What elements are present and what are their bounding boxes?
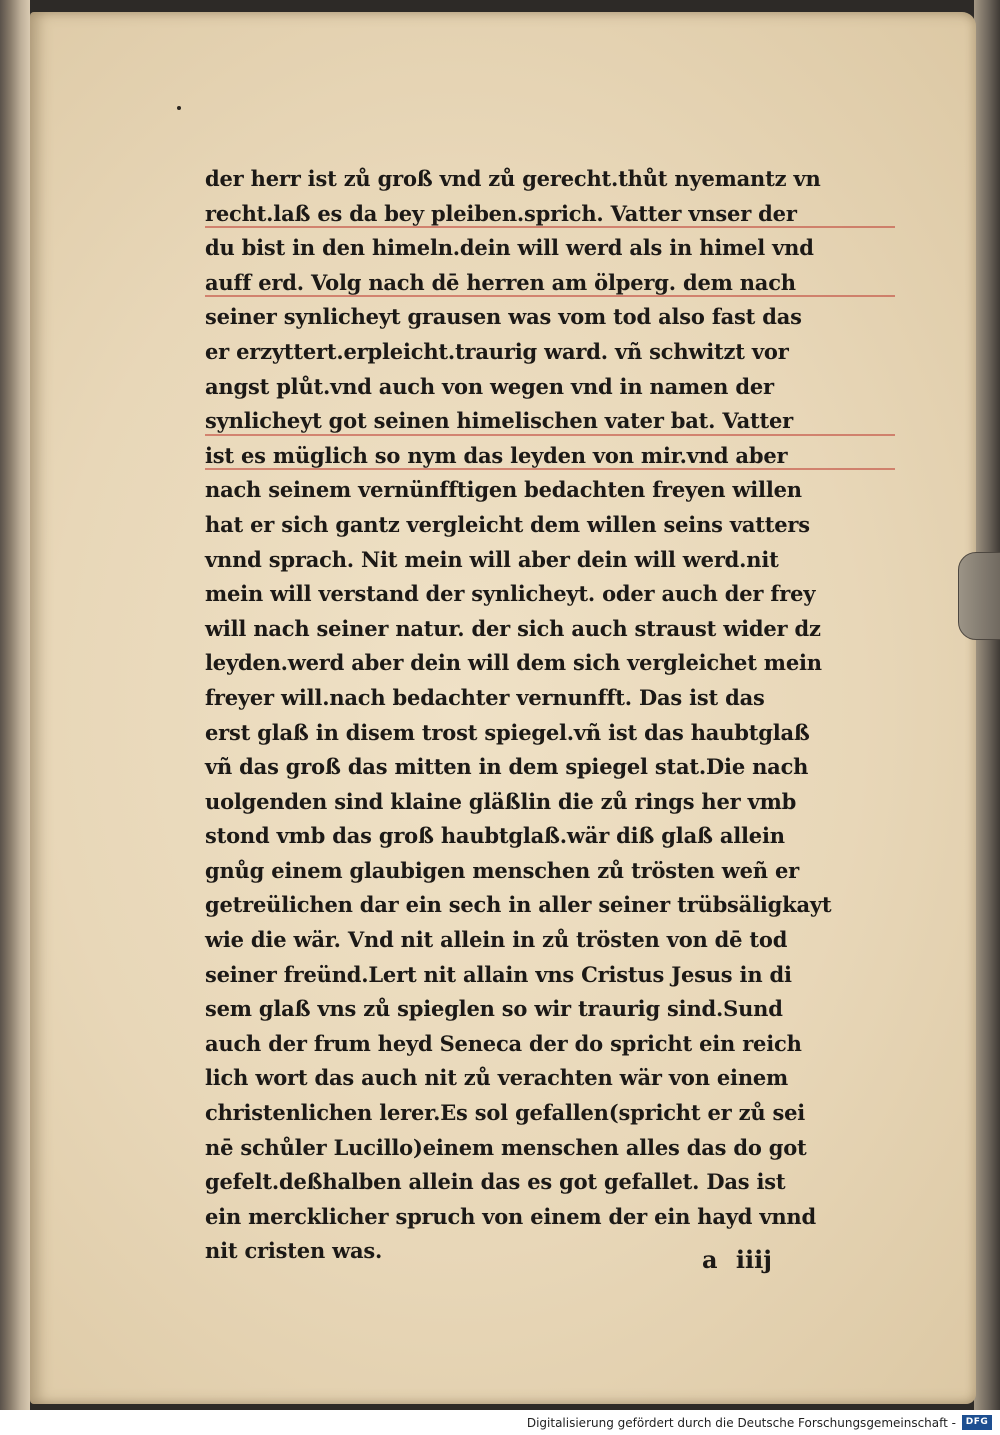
text-line: nit cristen was. [205, 1238, 383, 1264]
text-line: nē schůler Lucillo)einem menschen alles das do got [205, 1134, 807, 1160]
signature-mark: a iiij [702, 1245, 772, 1274]
book-binding-edge [0, 0, 30, 1410]
text-line: hat er sich gantz vergleicht dem willen seins vatters [205, 511, 810, 537]
text-line: erst glaß in disem trost spiegel.vñ ist das haubtglaß [205, 719, 810, 745]
dfg-logo: DFG [962, 1415, 992, 1430]
text-line: vñ das groß das mitten in dem spiegel stat.Die nach [205, 754, 809, 780]
text-line: will nach seiner natur. der sich auch straust wider dz [205, 615, 821, 641]
text-line: du bist in den himeln.dein will werd als in himel vnd [205, 235, 814, 261]
text-line: stond vmb das groß haubtglaß.wär diß glaß allein [205, 823, 785, 849]
text-line: lich wort das auch nit zů verachten wär von einem [205, 1065, 789, 1091]
text-line: nach seinem vernünfftigen bedachten freyen willen [205, 477, 802, 503]
text-line: der herr ist zů groß vnd zů gerecht.thůt nyemantz vn [205, 166, 821, 191]
funding-credit: Digitalisierung gefördert durch die Deutsche Forschungsgemeinschaft - [526, 1416, 956, 1430]
text-line: getreülichen dar ein sech in aller seiner trübsäligkayt [205, 892, 832, 918]
text-line: gefelt.deßhalben allein das es got gefallet. Das ist [205, 1169, 786, 1195]
footer-bar [0, 1410, 1000, 1435]
text-line: angst plůt.vnd auch von wegen vnd in namen der [205, 373, 774, 399]
book-clasp [958, 552, 1000, 640]
text-line: mein will verstand der synlicheyt. oder auch der frey [205, 581, 816, 607]
text-line: freyer will.nach bedachter vernunfft. Das ist das [205, 684, 765, 710]
text-line: leyden.werd aber dein will dem sich vergleichet mein [205, 650, 822, 676]
book-page [30, 12, 976, 1404]
text-line: auff erd. Volg nach dē herren am ölperg. dem nach [205, 266, 895, 301]
text-line: gnůg einem glaubigen menschen zů trösten weñ er [205, 857, 799, 883]
text-line: seiner synlicheyt grausen was vom tod also fast das [205, 304, 802, 330]
text-line: vnnd sprach. Nit mein will aber dein will werd.nit [205, 546, 779, 572]
text-line: ist es müglich so nym das leyden von mir.vnd aber [205, 439, 895, 474]
text-line: sem glaß vns zů spieglen so wir traurig sind.Sund [205, 996, 783, 1022]
page-text [205, 162, 895, 1269]
text-line: er erzyttert.erpleicht.traurig ward. vñ schwitzt vor [205, 338, 789, 364]
text-line: wie die wär. Vnd nit allein in zů trösten von dē tod [205, 927, 788, 953]
text-line: ein mercklicher spruch von einem der ein hayd vnnd [205, 1203, 816, 1229]
ink-speck [177, 106, 181, 110]
text-line: recht.laß es da bey pleiben.sprich. Vatter vnser der [205, 197, 895, 232]
text-line: auch der frum heyd Seneca der do spricht ein reich [205, 1030, 802, 1056]
page-stack-edge [974, 0, 1000, 1410]
text-line: synlicheyt got seinen himelischen vater bat. Vatter [205, 404, 895, 439]
text-line: seiner freünd.Lert nit allain vns Cristus Jesus in di [205, 961, 792, 987]
text-line: uolgenden sind klaine gläßlin die zů rings her vmb [205, 788, 797, 814]
text-line: christenlichen lerer.Es sol gefallen(spricht er zů sei [205, 1100, 806, 1126]
